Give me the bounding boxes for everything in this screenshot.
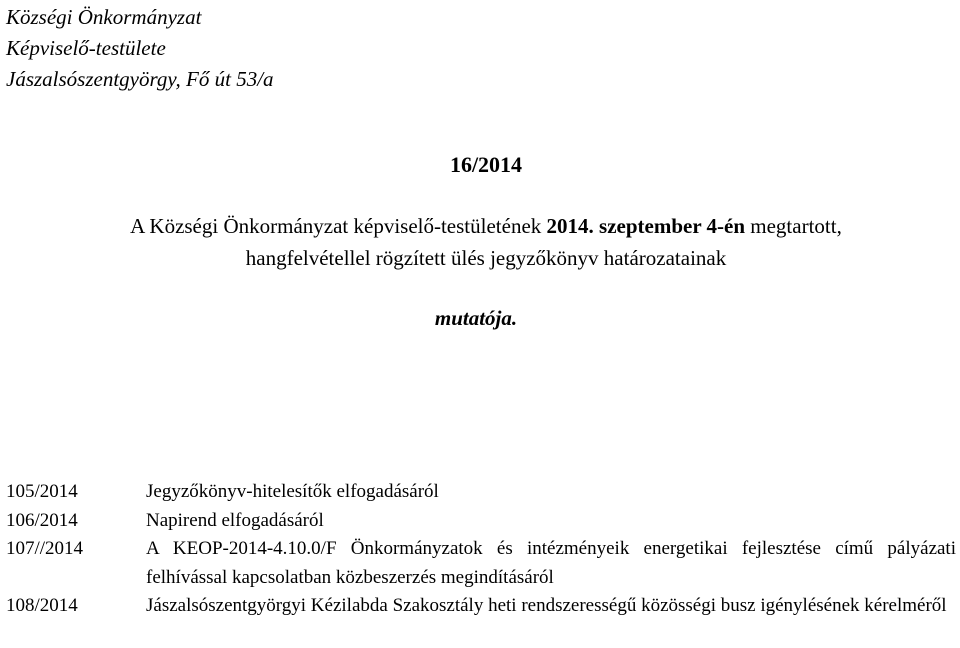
intro-text-start: A Községi Önkormányzat képviselő-testületének bbox=[130, 214, 547, 238]
resolution-title: Napirend elfogadásáról bbox=[146, 509, 324, 531]
letterhead bbox=[6, 2, 274, 95]
resolution-title: Jászalsószentgyörgyi Kézilabda Szakosztály heti rendszerességű közösségi busz igénylésének kérelméről bbox=[146, 595, 947, 616]
intro-line-2: hangfelvétellel rögzített ülés jegyzőkönyv határozatainak bbox=[245, 246, 727, 270]
resolution-number: 105/2014 bbox=[6, 481, 78, 502]
resolution-row bbox=[6, 478, 956, 507]
resolution-title: A KEOP-2014-4.10.0/F Önkormányzatok és intézményeik energetikai fejlesztése című pályázati felhívással kapcsolatban közbeszerzés megindításáról bbox=[146, 538, 956, 588]
resolution-number: 108/2014 bbox=[6, 595, 78, 616]
letterhead-body-name: Képviselő-testülete bbox=[6, 36, 166, 60]
intro-line-1 bbox=[0, 210, 960, 242]
resolution-row bbox=[6, 592, 956, 621]
document-number: 16/2014 bbox=[449, 152, 523, 177]
resolution-row bbox=[6, 507, 956, 536]
resolution-number: 107//2014 bbox=[6, 538, 84, 559]
resolution-list bbox=[6, 478, 956, 621]
intro-text-end: megtartott, bbox=[745, 214, 842, 238]
meeting-date: 2014. szeptember 4-én bbox=[546, 214, 746, 238]
letterhead-address: Jászalsószentgyörgy, Fő út 53/a bbox=[6, 67, 274, 91]
document-intro bbox=[0, 210, 960, 274]
resolution-title: Jegyzőkönyv-hitelesítők elfogadásáról bbox=[146, 481, 439, 502]
letterhead-org-name: Községi Önkormányzat bbox=[6, 5, 202, 29]
resolution-number: 106/2014 bbox=[6, 509, 78, 531]
resolution-row bbox=[6, 535, 956, 592]
document-subtitle: mutatója. bbox=[434, 306, 518, 330]
